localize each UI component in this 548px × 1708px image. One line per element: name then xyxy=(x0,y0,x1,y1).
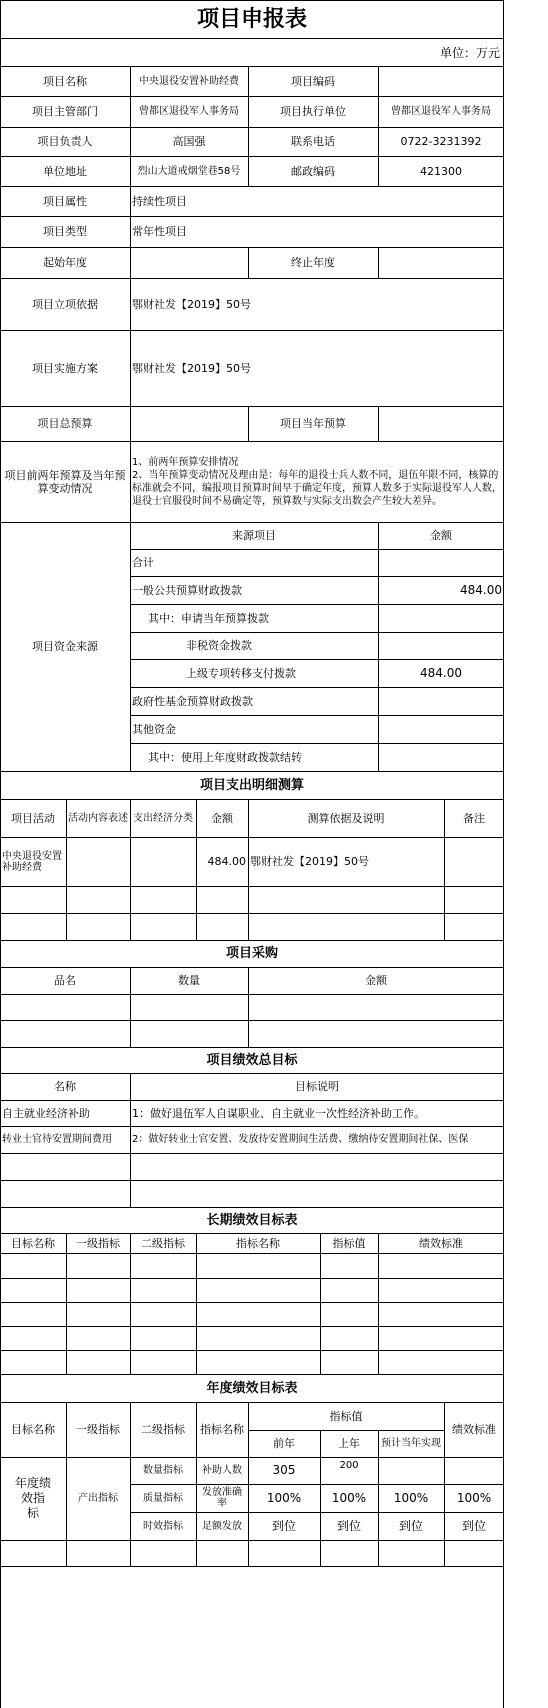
annual-section-title: 年度绩效目标表 xyxy=(206,1380,298,1396)
expense-header-amount: 金额 xyxy=(211,811,233,825)
annual-row-prev: 305 xyxy=(272,1463,296,1477)
form-title: 项目申报表 xyxy=(196,5,307,32)
total-budget-value xyxy=(130,406,248,441)
basis-label: 项目立项依据 xyxy=(32,297,98,311)
funding-row-name: 其中：使用上年度财政拨款结转 xyxy=(148,750,302,764)
project-name-value: 中央退役安置补助经费 xyxy=(139,75,239,87)
perf-total-header-desc: 目标说明 xyxy=(295,1080,339,1093)
annual-row-standard: 到位 xyxy=(461,1518,486,1533)
project-name-label: 项目名称 xyxy=(43,74,87,88)
long-term-header-value: 指标值 xyxy=(332,1236,366,1250)
plan-label: 项目实施方案 xyxy=(32,361,98,375)
budget-change-line-1: 1、前两年预算安排情况 xyxy=(132,456,239,468)
annual-target-name: 年度绩效指 标 xyxy=(14,1476,70,1520)
annual-level1-value: 产出指标 xyxy=(78,1493,118,1504)
expense-header-basis: 测算依据及说明 xyxy=(307,811,385,825)
annual-row-expected: 100% xyxy=(393,1490,429,1505)
annual-row-level2: 质量指标 xyxy=(143,1492,183,1504)
expense-row-activity: 中央退役安置补助经费 xyxy=(2,850,62,873)
basis-value: 鄂财社发【2019】50号 xyxy=(132,297,251,311)
funding-row-name: 合计 xyxy=(132,556,154,569)
purchase-header-item: 品名 xyxy=(54,974,76,987)
annual-row-prev: 到位 xyxy=(271,1518,296,1533)
dept-label: 项目主管部门 xyxy=(32,105,98,118)
annual-header-prev-year: 前年 xyxy=(273,1437,295,1450)
annual-row-expected: 到位 xyxy=(398,1518,423,1533)
expense-header-content: 活动内容表述 xyxy=(68,812,128,824)
annual-row-indicator-name: 足额发放 xyxy=(202,1520,242,1532)
postcode-value: 421300 xyxy=(420,164,462,178)
perf-total-section-title: 项目绩效总目标 xyxy=(206,1052,298,1068)
postcode-label: 邮政编码 xyxy=(291,164,335,178)
funding-row-name: 其中：申请当年预算拨款 xyxy=(148,611,269,625)
type-label: 项目类型 xyxy=(43,225,87,238)
expense-header-activity: 项目活动 xyxy=(11,811,55,825)
annual-row-standard: 100% xyxy=(456,1490,492,1505)
budget-change-label: 项目前两年预算及当年预算变动情况 xyxy=(4,468,126,495)
annual-row-indicator-name: 发放准确率 xyxy=(202,1487,242,1509)
expense-row-basis: 鄂财社发【2019】50号 xyxy=(250,855,369,868)
long-term-header-standard: 绩效标准 xyxy=(419,1236,463,1250)
funding-row-amount xyxy=(378,715,504,743)
annual-header-standard: 绩效标准 xyxy=(452,1423,496,1436)
annual-header-last-year: 上年 xyxy=(338,1437,360,1450)
plan-value: 鄂财社发【2019】50号 xyxy=(132,361,251,375)
long-term-section-title: 长期绩效目标表 xyxy=(206,1212,298,1228)
expense-row-note xyxy=(444,837,504,886)
expense-header-note: 备注 xyxy=(463,811,485,825)
annual-row-level2: 时效指标 xyxy=(143,1520,183,1532)
exec-unit-value: 曾都区退役军人事务局 xyxy=(391,106,491,117)
end-year-label: 终止年度 xyxy=(291,256,335,269)
annual-header-target: 目标名称 xyxy=(11,1423,55,1436)
annual-row-last: 100% xyxy=(331,1490,367,1505)
annual-row-expected xyxy=(378,1457,444,1484)
address-label: 单位地址 xyxy=(43,164,87,178)
annual-row-indicator-name: 补助人数 xyxy=(202,1465,242,1476)
annual-row-prev: 100% xyxy=(266,1490,302,1505)
total-budget-label: 项目总预算 xyxy=(37,417,93,430)
end-year-value xyxy=(378,247,504,278)
project-code-value xyxy=(378,66,504,96)
perf-total-header-name: 名称 xyxy=(54,1080,76,1093)
expense-row-content xyxy=(66,837,130,886)
unit-label: 单位：万元 xyxy=(439,45,500,60)
annual-header-level1: 一级指标 xyxy=(76,1423,120,1436)
purchase-section-title: 项目采购 xyxy=(225,946,278,961)
dept-value: 曾都区退役军人事务局 xyxy=(139,106,239,117)
perf-total-row-desc: 1：做好退伍军人自谋职业、自主就业一次性经济补助工作。 xyxy=(132,1106,425,1120)
funding-row-amount xyxy=(378,743,504,771)
purchase-header-amount: 金额 xyxy=(365,974,387,987)
perf-total-row-desc: 2：做好转业士官安置、发放待安置期间生活费、缴纳待安置期间社保、医保 xyxy=(132,1134,469,1145)
year-budget-label: 项目当年预算 xyxy=(280,417,346,430)
perf-total-row-name: 转业士官待安置期间费用 xyxy=(2,1134,112,1145)
annual-header-indicator-value: 指标值 xyxy=(329,1409,363,1423)
funding-row-name: 上级专项转移支付拨款 xyxy=(186,666,296,680)
attr-value: 持续性项目 xyxy=(132,194,187,208)
funding-row-name: 其他资金 xyxy=(132,722,176,736)
attr-label: 项目属性 xyxy=(43,194,87,208)
owner-label: 项目负责人 xyxy=(37,135,93,148)
expense-header-category: 支出经济分类 xyxy=(133,812,193,824)
phone-label: 联系电话 xyxy=(291,135,335,148)
funding-row-amount xyxy=(378,687,504,715)
expense-section-title: 项目支出明细测算 xyxy=(199,777,304,793)
funding-row-amount xyxy=(378,549,504,576)
funding-row-name: 政府性基金预算财政拨款 xyxy=(132,694,253,708)
funding-row-name: 一般公共预算财政拨款 xyxy=(132,583,242,597)
start-year-value xyxy=(130,247,248,278)
annual-header-indicator-name: 指标名称 xyxy=(200,1423,244,1436)
phone-value: 0722-3231392 xyxy=(400,135,482,148)
exec-unit-label: 项目执行单位 xyxy=(280,105,346,118)
annual-header-expected: 预计当年实现 xyxy=(381,1438,441,1449)
funding-row-amount xyxy=(378,632,504,659)
long-term-header-level1: 一级指标 xyxy=(76,1236,120,1250)
start-year-label: 起始年度 xyxy=(43,256,87,269)
annual-row-level2: 数量指标 xyxy=(143,1465,183,1476)
budget-change-line-2: 2、当年预算变动情况及理由是：每年的退役士兵人数不同，退伍年限不同，核算的标准就会不同，编报项目预算时间早于确定年度，预算人数多于实际退役军人人数，退役士官服役时间不易确定等，预算数与实际支出数会产生较大差异。 xyxy=(132,469,502,507)
funding-row-amount xyxy=(378,604,504,632)
perf-total-row-name: 自主就业经济补助 xyxy=(2,1106,90,1120)
annual-header-level2: 二级指标 xyxy=(141,1423,185,1436)
year-budget-value xyxy=(378,406,504,441)
project-code-label: 项目编码 xyxy=(291,74,335,88)
annual-row-last: 到位 xyxy=(336,1518,361,1533)
funding-row-name: 非税资金拨款 xyxy=(186,639,252,652)
funding-label: 项目资金来源 xyxy=(32,640,98,653)
owner-value: 高国强 xyxy=(172,135,206,148)
address-value: 烈山大道戒烟堂巷58号 xyxy=(137,165,241,177)
funding-amount-header: 金额 xyxy=(430,529,452,542)
purchase-header-quantity: 数量 xyxy=(178,974,200,987)
expense-row-category xyxy=(130,837,196,886)
long-term-header-target: 目标名称 xyxy=(11,1236,55,1250)
funding-row-amount: 484.00 xyxy=(420,665,462,680)
budget-change-text xyxy=(130,441,504,522)
type-value: 常年性项目 xyxy=(132,225,187,238)
annual-row-last: 200 xyxy=(339,1459,359,1471)
funding-row-amount: 484.00 xyxy=(460,582,502,597)
expense-row-amount: 484.00 xyxy=(207,855,246,868)
long-term-header-indicator: 指标名称 xyxy=(236,1236,280,1250)
long-term-header-level2: 二级指标 xyxy=(141,1236,185,1250)
annual-row-standard xyxy=(444,1457,504,1484)
funding-source-header: 来源项目 xyxy=(232,529,276,542)
